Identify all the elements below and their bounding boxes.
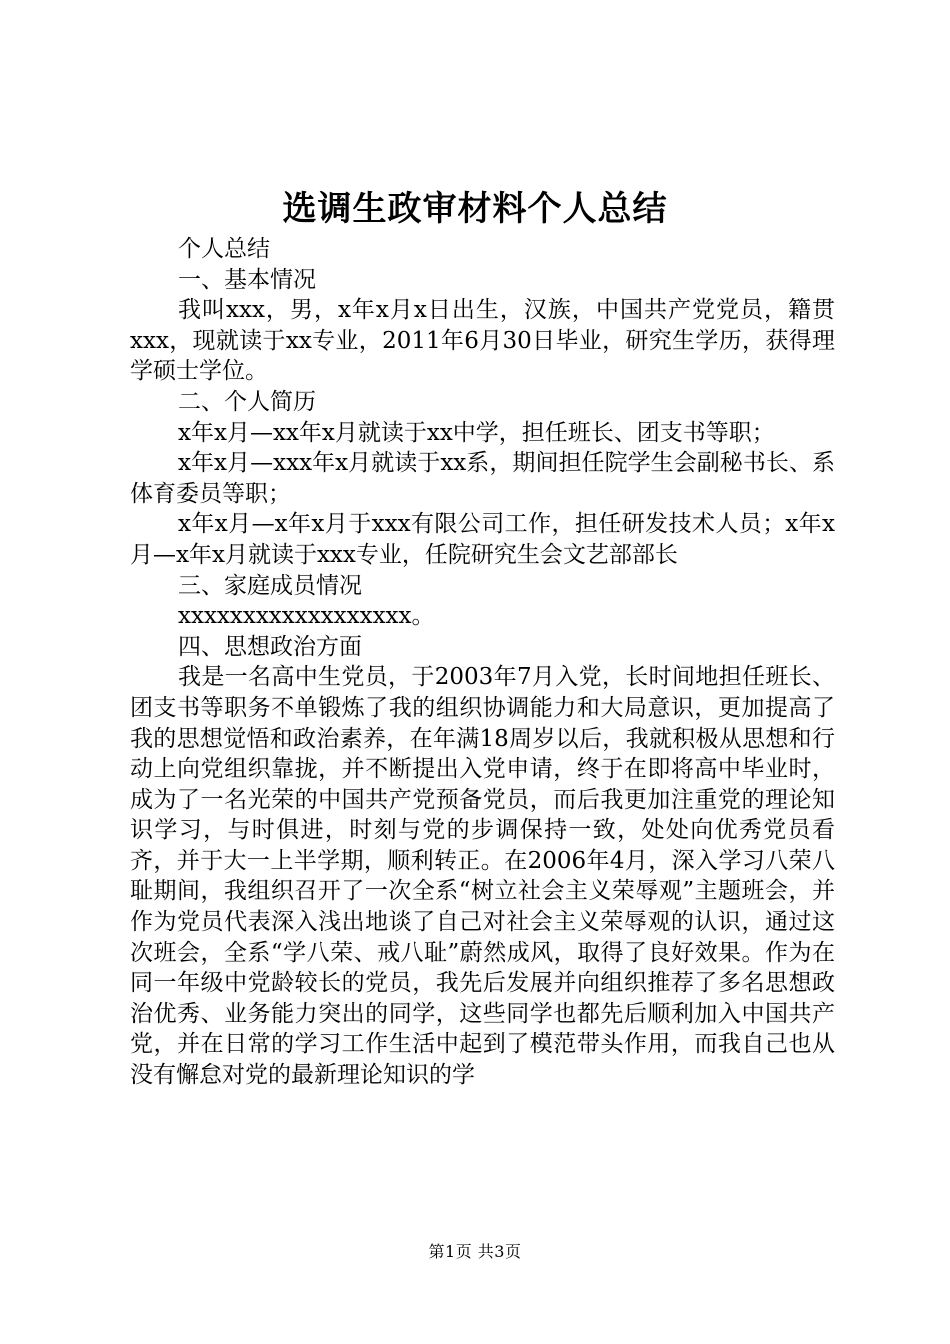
- heading-basic-info: 一、基本情况: [178, 266, 316, 293]
- heading-family: 三、家庭成员情况: [178, 572, 362, 599]
- page-footer: 第1页 共3页: [428, 1242, 522, 1261]
- paragraph-political: 我是一名高中生党员，于2003年7月入党，长时间地担任班长、团支书等职务不单锻炼了我的组织协调能力和大局意识，更加提高了我的思想觉悟和政治素养，在年满18周岁以后，我就积极从思想和行动上向党组织靠拢，并不断提出入党申请，终于在即将高中毕业时，成为了一名光荣的中国共产党预备党员，而后我更加注重党的理论知识学习，与时俱进，时刻与党的步调保持一致，处处向优秀党员看齐，并于大一上半学期，顺利转正。在2006年4月，深入学习八荣八耻期间，我组织召开了一次全系“树立社会主义荣辱观”主题班会，并作为党员代表深入浅出地谈了自己对社会主义荣辱观的认识，通过这次班会，全系“学八荣、戒八耻”蔚然成风，取得了良好效果。作为在同一年级中党龄较长的党员，我先后发展并向组织推荐了多名思想政治优秀、业务能力突出的同学，这些同学也都先后顺利加入中国共产党，并在日常的学习工作生活中起到了模范带头作用，而我自己也从没有懈怠对党的最新理论知识的学: [130, 664, 835, 1089]
- heading-resume: 二、个人简历: [178, 388, 316, 415]
- heading-political: 四、思想政治方面: [178, 633, 362, 660]
- paragraph-summary-label: 个人总结: [178, 236, 270, 262]
- paragraph-resume-1: x年x月—xx年x月就读于xx中学，担任班长、团支书等职；: [178, 419, 775, 446]
- paragraph-resume-2: x年x月—xxx年x月就读于xx系，期间担任院学生会副秘书长、系体育委员等职；: [130, 450, 835, 507]
- document-title: 选调生政审材料个人总结: [282, 189, 668, 229]
- paragraph-resume-3: x年x月—x年x月于xxx有限公司工作，担任研发技术人员；x年x月—x年x月就读于xxx专业，任院研究生会文艺部部长: [130, 511, 835, 568]
- document-body: [130, 234, 835, 1091]
- paragraph-basic-info: 我叫xxx，男，x年x月x日出生，汉族，中国共产党党员，籍贯xxx，现就读于xx专业，2011年6月30日毕业，研究生学历，获得理学硕士学位。: [130, 297, 835, 385]
- paragraph-family: xxxxxxxxxxxxxxxxxx。: [178, 603, 435, 630]
